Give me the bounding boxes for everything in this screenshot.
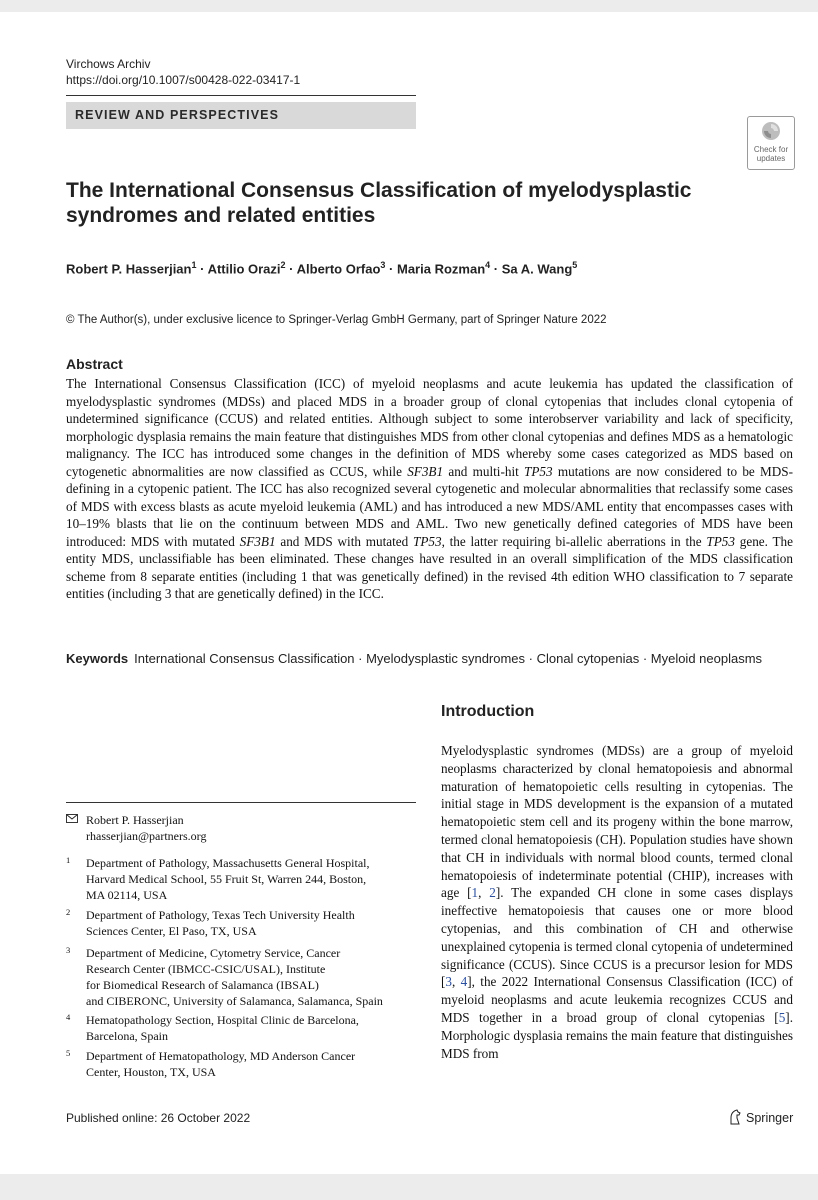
introduction-text <box>441 742 793 1062</box>
author-list <box>66 257 766 277</box>
author-separator: · <box>385 261 397 277</box>
affiliation-number: 5 <box>66 1048 71 1058</box>
affiliation-line: Department of Pathology, Texas Tech University Health <box>86 908 355 922</box>
reference-link[interactable]: 3 <box>445 974 452 990</box>
introduction-heading: Introduction <box>441 703 535 720</box>
check-updates-label-2: updates <box>756 154 786 163</box>
author-name[interactable]: Maria Rozman <box>397 261 486 277</box>
abstract-heading: Abstract <box>66 356 123 372</box>
abstract-text-part: and multi-hit <box>443 463 525 479</box>
affiliation-line: and CIBERONC, University of Salamanca, Salamanca, Spain <box>86 994 383 1008</box>
copyright-notice: © The Author(s), under exclusive licence to Springer-Verlag GmbH Germany, part of Springer Nature 2022 <box>66 314 607 326</box>
affiliation-number: 2 <box>66 907 71 917</box>
affiliation-line: Department of Pathology, Massachusetts General Hospital, <box>86 856 370 870</box>
publisher-logo <box>728 1109 793 1125</box>
affiliation-line: Hematopathology Section, Hospital Clinic de Barcelona, <box>86 1013 359 1027</box>
author-affiliation-marker: 3 <box>380 260 386 270</box>
intro-text-part: ]. The expanded CH clone in some cases displays ineffective hematopoiesis that causes one or more blood cytopenias, and this combination of CH and otherwise unexplained cytopenia is termed clonal cytopenia of undetermined significance (CCUS). Since CCUS is a precursor lesion for MDS [ <box>441 885 793 990</box>
author-affiliation-marker: 2 <box>280 260 286 270</box>
published-date: Published online: 26 October 2022 <box>66 1111 251 1125</box>
affiliation-line: Research Center (IBMCC-CSIC/USAL), Institute <box>86 962 326 976</box>
intro-text-part: ], the 2022 International Consensus Classification (ICC) of myeloid neoplasms and acute leukemia recognizes CCUS and MDS together in a broad group of clonal cytopenias [ <box>441 974 793 1025</box>
author-affiliation-marker: 4 <box>485 260 491 270</box>
affiliation-line: Center, Houston, TX, USA <box>86 1065 216 1079</box>
doi-link[interactable]: https://doi.org/10.1007/s00428-022-03417-1 <box>66 73 301 87</box>
header-divider <box>66 95 416 96</box>
check-updates-icon <box>761 121 781 141</box>
reference-link[interactable]: 1 <box>471 885 479 901</box>
keywords-line <box>66 651 796 666</box>
abstract-text-part: mutations are now considered to be MDS-defining in a cytopenic patient. The ICC has also recognized several cytogenetic and molecular abnormalities that reclassify some cases of MDS with excess blasts as acute myeloid leukemia (AML) and has introduced a new MDS/AML entity that encompasses cases with 10–19% blasts that lie on the continuum between MDS and AML. Two new genetically defined categories of MDS have been introduced: MDS with mutated <box>66 463 793 549</box>
paper-title-line-1: The International Consensus Classification of myelodysplastic <box>66 179 692 202</box>
affiliation-line: Department of Hematopathology, MD Anderson Cancer <box>86 1049 356 1063</box>
intro-text-part: , <box>478 885 490 901</box>
affiliation-line: Department of Medicine, Cytometry Service, Cancer <box>86 946 341 960</box>
abstract-text-part: , the latter requiring bi-allelic aberrations in the <box>441 533 707 549</box>
affiliation-number: 4 <box>66 1012 71 1022</box>
affiliation-line: Barcelona, Spain <box>86 1029 168 1043</box>
paper-title <box>66 178 706 228</box>
gene-name: SF3B1 <box>239 533 276 549</box>
author-name[interactable]: Attilio Orazi <box>207 261 281 277</box>
author-name[interactable]: Sa A. Wang <box>501 261 573 277</box>
reference-link[interactable]: 2 <box>489 885 496 901</box>
gene-name: TP53 <box>524 463 553 479</box>
intro-text-part: Myelodysplastic syndromes (MDSs) are a group of myeloid neoplasms characterized by clonal hematopoiesis and abnormal maturation of hematopoietic cells resulting in cytopenias. The initial stage in MDS development is the expansion of a mutated hematopoietic stem cell and its progeny within the bone marrow, termed clonal hematopoiesis (CH). Population studies have shown that CH in individuals with normal blood counts, termed clonal hematopoiesis of indeterminate potential (CHIP), increases with age [ <box>441 743 793 901</box>
intro-text-part: ]. Morphologic dysplasia remains the main feature that distinguishes MDS from <box>441 1009 793 1061</box>
author-affiliation-marker: 1 <box>191 260 197 270</box>
envelope-icon <box>66 814 78 823</box>
paper-page <box>0 12 818 1174</box>
author-separator: · <box>196 261 208 277</box>
abstract-text <box>66 375 793 603</box>
affiliation-line: MA 02114, USA <box>86 888 168 902</box>
intro-text-part: , <box>452 974 461 990</box>
springer-horse-icon <box>728 1109 742 1125</box>
check-updates-label-1: Check for <box>753 145 789 154</box>
correspondence-name: Robert P. Hasserjian <box>86 813 184 827</box>
footnote-divider <box>66 802 416 803</box>
abstract-text-part: The International Consensus Classification (ICC) of myeloid neoplasms and acute leukemia has updated the classification of myelodysplastic syndromes (MDSs) and placed MDS in a broader group of clonal cytopenias that includes clonal cytopenia of undetermined significance (CCUS) and related entities. Although subject to some interobserver variability and lack of specificity, morphologic dysplasia remains the main feature that distinguishes MDS from other clonal cytopenias and defines MDS as a hematologic malignancy. The ICC has introduced some changes in the definition of MDS whereby some cases categorized as MDS based on cytogenetic abnormalities are now classified as CCUS, while <box>66 376 793 479</box>
paper-title-line-2: syndromes and related entities <box>66 204 376 227</box>
author-name[interactable]: Robert P. Hasserjian <box>66 261 192 277</box>
keywords-text: International Consensus Classification · Myelodysplastic syndromes · Clonal cytopenias · Myeloid neoplasms <box>134 651 763 666</box>
journal-name: Virchows Archiv <box>66 57 151 71</box>
section-banner <box>66 102 416 129</box>
affiliation-number: 1 <box>66 855 71 865</box>
gene-name: TP53 <box>706 533 735 549</box>
affiliation-line: Harvard Medical School, 55 Fruit St, Warren 244, Boston, <box>86 872 367 886</box>
gene-name: TP53 <box>412 533 442 549</box>
author-affiliation-marker: 5 <box>572 260 578 270</box>
author-separator: · <box>490 261 502 277</box>
reference-link[interactable]: 4 <box>460 974 468 990</box>
author-separator: · <box>285 261 297 277</box>
section-banner-label: REVIEW AND PERSPECTIVES <box>75 108 280 122</box>
author-name[interactable]: Alberto Orfao <box>296 261 381 277</box>
publisher-name: Springer <box>746 1111 794 1125</box>
abstract-text-part: gene. The entity MDS, unclassifiable has been eliminated. These changes have resulted in an overall simplification of the MDS classification scheme from 8 separate entities (including 1 that was genetically defined) in the revised 4th edition WHO classification to 7 separate entities (including 3 that are genetically defined) in the ICC. <box>66 533 793 601</box>
affiliation-number: 3 <box>66 945 71 955</box>
abstract-text-part: and MDS with mutated <box>275 533 413 549</box>
keywords-label: Keywords <box>66 651 129 666</box>
gene-name: SF3B1 <box>407 463 444 479</box>
affiliation-line: Sciences Center, El Paso, TX, USA <box>86 924 257 938</box>
affiliation-line: for Biomedical Research of Salamanca (IBSAL) <box>86 978 319 992</box>
reference-link[interactable]: 5 <box>778 1009 786 1025</box>
check-for-updates-badge[interactable] <box>747 116 795 170</box>
correspondence-email[interactable]: rhasserjian@partners.org <box>86 829 207 843</box>
